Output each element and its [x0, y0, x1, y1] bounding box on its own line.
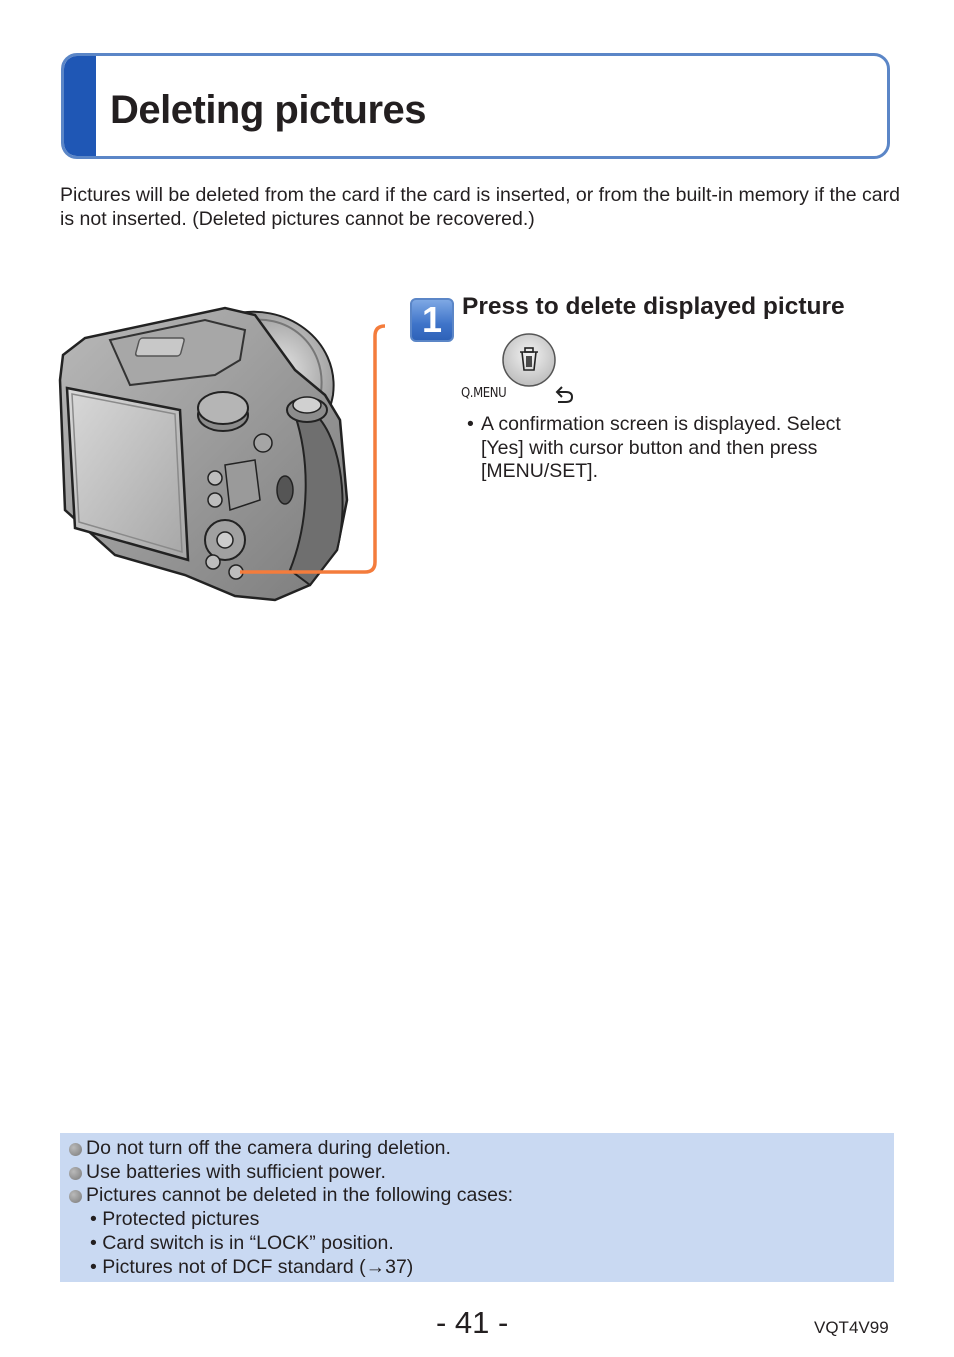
notes-box [60, 1133, 894, 1282]
step-note-text: A confirmation screen is displayed. Select [Yes] with cursor button and then press [MENU/SET]. [481, 413, 841, 482]
note-subitem: • Pictures not of DCF standard (→37) [90, 1255, 414, 1278]
page-number: - 41 - [436, 1305, 509, 1340]
note-item-text: Use batteries with sufficient power. [86, 1160, 386, 1183]
title-box [61, 53, 890, 159]
qmenu-label: Q.MENU [461, 386, 507, 401]
bullet-dot-icon [69, 1167, 82, 1180]
step-number-badge: 1 [410, 298, 454, 342]
bullet-dot-icon [69, 1143, 82, 1156]
bullet-dot-icon [69, 1190, 82, 1203]
note-subitem: • Protected pictures [90, 1208, 260, 1231]
camera-illustration [55, 300, 385, 605]
document-code: VQT4V99 [814, 1318, 889, 1337]
return-icon [557, 387, 572, 402]
note-item-text: Do not turn off the camera during deletion. [86, 1137, 451, 1159]
intro-text: Pictures will be deleted from the card if the card is inserted, or from the built-in memory if the card is not inserted. (Deleted pictures cannot be recovered.) [60, 184, 900, 230]
note-item [68, 1161, 894, 1185]
title-accent-bar [64, 56, 96, 156]
note-item-text: Pictures cannot be deleted in the following cases: [86, 1184, 514, 1207]
note-item [68, 1137, 894, 1161]
step-title: Press to delete displayed picture [462, 293, 845, 320]
page-title: Deleting pictures [110, 88, 427, 132]
note-subitem: • Card switch is in “LOCK” position. [90, 1231, 394, 1254]
bullet: • [467, 413, 474, 435]
note-item [68, 1184, 894, 1208]
step-note [467, 413, 887, 484]
